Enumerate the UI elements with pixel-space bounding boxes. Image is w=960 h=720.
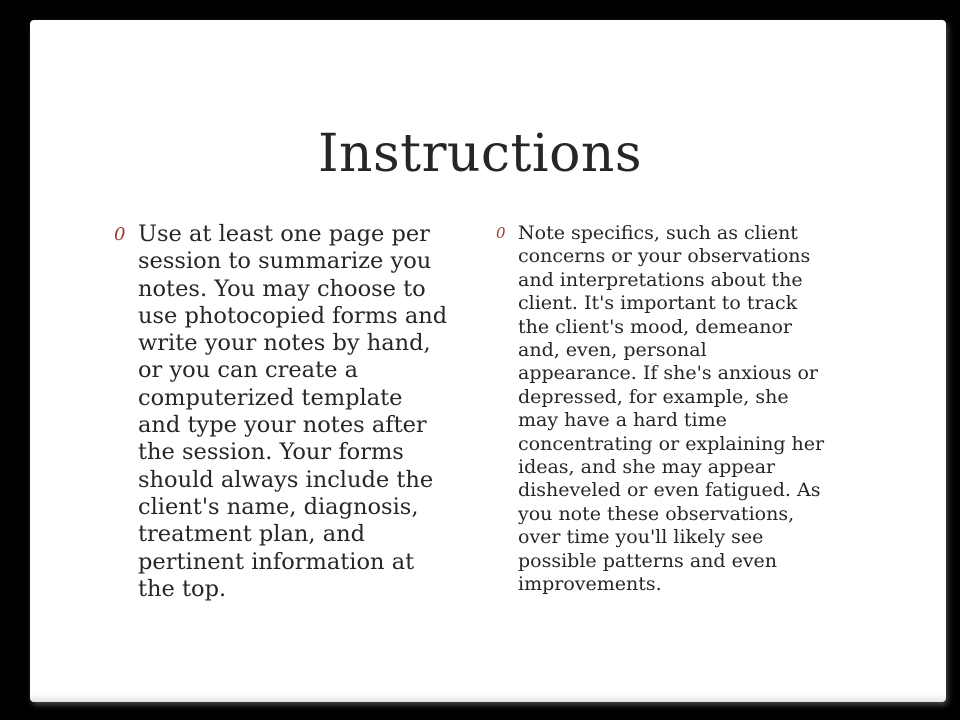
- slide: [30, 20, 946, 702]
- text-line: use photocopied forms and: [138, 302, 448, 329]
- text-line: Note specifics, such as client: [518, 222, 798, 244]
- right-bullet-column: [496, 222, 856, 597]
- text-line: client's name, diagnosis,: [138, 493, 419, 520]
- text-line: may have a hard time: [518, 409, 727, 432]
- text-line: session to summarize you: [138, 248, 432, 275]
- text-line: notes. You may choose to: [138, 275, 426, 302]
- text-line: and interpretations about the: [518, 268, 803, 291]
- text-line: pertinent information at: [138, 548, 415, 575]
- text-line: client. It's important to track: [518, 292, 798, 315]
- text-line: treatment plan, and: [138, 521, 366, 548]
- text-line: appearance. If she's anxious or: [518, 362, 819, 385]
- text-line: and type your notes after: [138, 412, 427, 439]
- bullet-marker-icon: 0: [496, 224, 506, 242]
- text-line: the top.: [138, 575, 227, 602]
- text-line: the session. Your forms: [138, 439, 404, 466]
- text-line: or you can create a: [138, 357, 359, 384]
- text-line: ideas, and she may appear: [518, 456, 776, 479]
- left-bullet-column: [114, 221, 474, 603]
- slide-title: Instructions: [317, 124, 643, 184]
- text-line: computerized template: [138, 384, 403, 411]
- text-line: depressed, for example, she: [518, 385, 789, 408]
- text-line: concentrating or explaining her: [518, 432, 825, 455]
- bullet-text-left: [138, 221, 474, 603]
- text-line: possible patterns and even: [518, 549, 778, 572]
- text-line: you note these observations,: [518, 502, 795, 525]
- text-line: write your notes by hand,: [138, 330, 431, 357]
- text-line: disheveled or even fatigued. As: [518, 479, 821, 502]
- bullet-item-left: [114, 221, 474, 603]
- text-line: the client's mood, demeanor: [518, 315, 792, 338]
- bullet-text-right: [518, 222, 856, 597]
- text-line: over time you'll likely see: [518, 526, 764, 549]
- bullet-item-right: [496, 222, 856, 597]
- text-line: concerns or your observations: [518, 245, 811, 268]
- text-line: and, even, personal: [518, 339, 707, 362]
- bullet-marker-icon: 0: [114, 224, 126, 245]
- text-line: Use at least one page per: [138, 221, 430, 247]
- text-line: improvements.: [518, 573, 662, 596]
- text-line: should always include the: [138, 466, 434, 493]
